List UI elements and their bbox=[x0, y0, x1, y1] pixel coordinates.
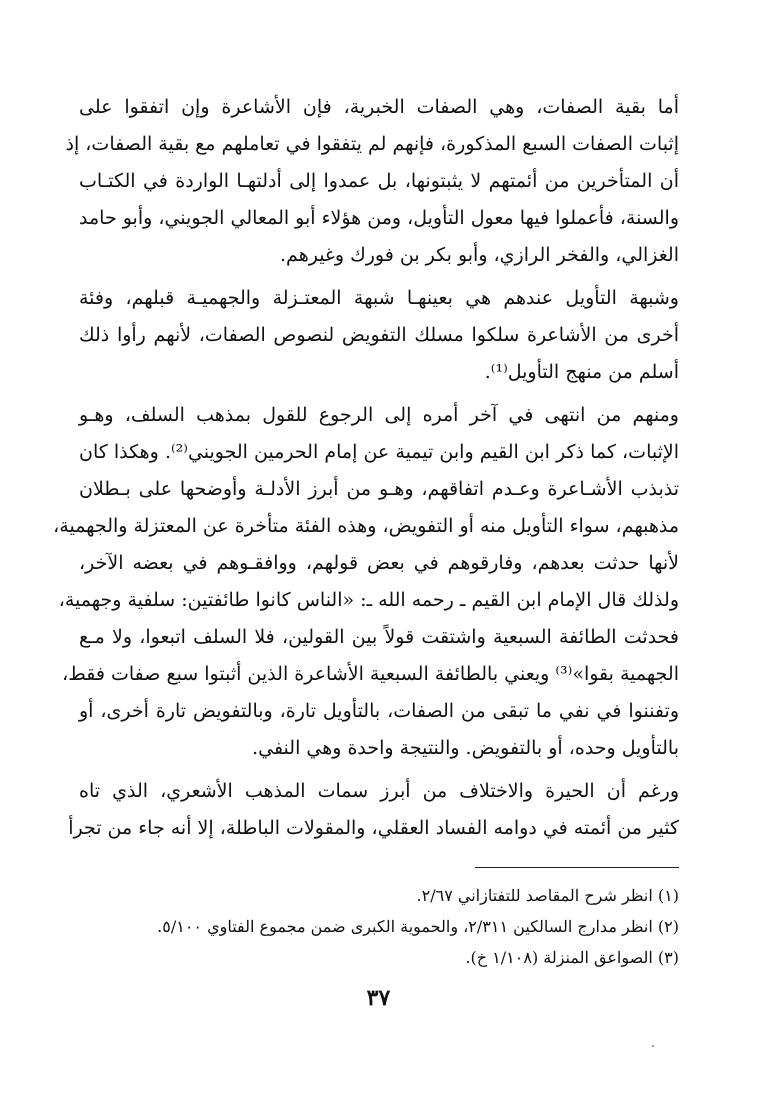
page-number: ٣٧ bbox=[366, 985, 391, 1011]
scan-speck bbox=[652, 1045, 654, 1047]
footnote: (٣) الصواعق المنزلة (١/١٠٨ خ). bbox=[465, 948, 679, 967]
body-line: فحدثت الطائفة السبعية واشتقت قولاً بين القولين، فلا السلف اتبعوا، ولا مـع bbox=[79, 626, 679, 648]
body-line: ومنهم من انتهى في آخر أمره إلى الرجوع للقول بمذهب السلف، وهـو bbox=[79, 404, 679, 426]
body-line: ورغم أن الحيرة والاختلاف من أبرز سمات المذهب الأشعري، الذي تاه bbox=[79, 780, 679, 802]
body-line: تذبذب الأشـاعرة وعـدم اتفاقهم، وهـو من أبرز الأدلـة وأوضحها على بـطلان bbox=[79, 478, 679, 500]
footnote: (١) انظر شرح المقاصد للتفتازاني ٢/٦٧. bbox=[416, 886, 679, 905]
footnote: (٢) انظر مدارج السالكين ٢/٣١١، والحموية الكبرى ضمن مجموع الفتاوي ٥/١٠٠. bbox=[157, 917, 679, 936]
body-line: كثير من أئمته في دوامه الفساد العقلي، والمقولات الباطلة، إلا أنه جاء من تجرأ bbox=[68, 817, 679, 839]
body-line: ولذلك قال الإمام ابن القيم ـ رحمه الله ـ: «الناس كانوا طائفتين: سلفية وجهمية، bbox=[58, 589, 679, 611]
body-line: والسنة، فأعملوا فيها معول التأويل، ومن هؤلاء أبو المعالي الجويني، وأبو حامد bbox=[79, 207, 679, 229]
body-line: وشبهة التأويل عندهم هي بعينهـا شبهة المعتـزلة والجهميـة قبلهم، وفئة bbox=[79, 287, 679, 309]
body-line: أخرى من الأشاعرة سلكوا مسلك التفويض لنصوص الصفات، لأنهم رأوا ذلك bbox=[79, 324, 679, 346]
body-line: لأنها حدثت بعدهم، وفارقوهم في بعض قولهم، ووافقـوهم في بعضه الآخر، bbox=[79, 552, 679, 574]
body-line: بالتأويل وحده، أو بالتفويض. والنتيجة واحدة وهي النفي. bbox=[252, 737, 679, 759]
footnote-separator bbox=[475, 867, 679, 868]
body-line: الجهمية بقوا»⁽³⁾ ويعني بالطائفة السبعية الأشاعرة الذين أثبتوا سبع صفات فقط، bbox=[62, 663, 679, 685]
body-line: إثبات الصفات السبع المذكورة، فإنهم لم يتفقوا في تعاملهم مع بقية الصفات، إذ bbox=[65, 133, 679, 155]
body-line: وتفننوا في نفي ما تبقى من الصفات، بالتأويل تارة، وبالتفويض تارة أخرى، أو bbox=[79, 700, 679, 722]
body-line: مذهبهم، سواء التأويل منه أو التفويض، وهذه الفئة متأخرة عن المعتزلة والجهمية، bbox=[53, 515, 679, 537]
body-line: أن المتأخرين من أئمتهم لا يثبتونها، بل عمدوا إلى أدلتهـا الواردة في الكتـاب bbox=[79, 170, 679, 192]
body-line: أما بقية الصفات، وهي الصفات الخبرية، فإن الأشاعرة وإن اتفقوا على bbox=[79, 96, 679, 118]
body-line: الغزالي، والفخر الرازي، وأبو بكر بن فورك وغيرهم. bbox=[280, 244, 679, 266]
body-line: الإثبات، كما ذكر ابن القيم وابن تيمية عن إمام الحرمين الجويني⁽²⁾. وهكذا كان bbox=[79, 441, 679, 463]
body-line: أسلم من منهج التأويل⁽¹⁾. bbox=[484, 361, 679, 383]
